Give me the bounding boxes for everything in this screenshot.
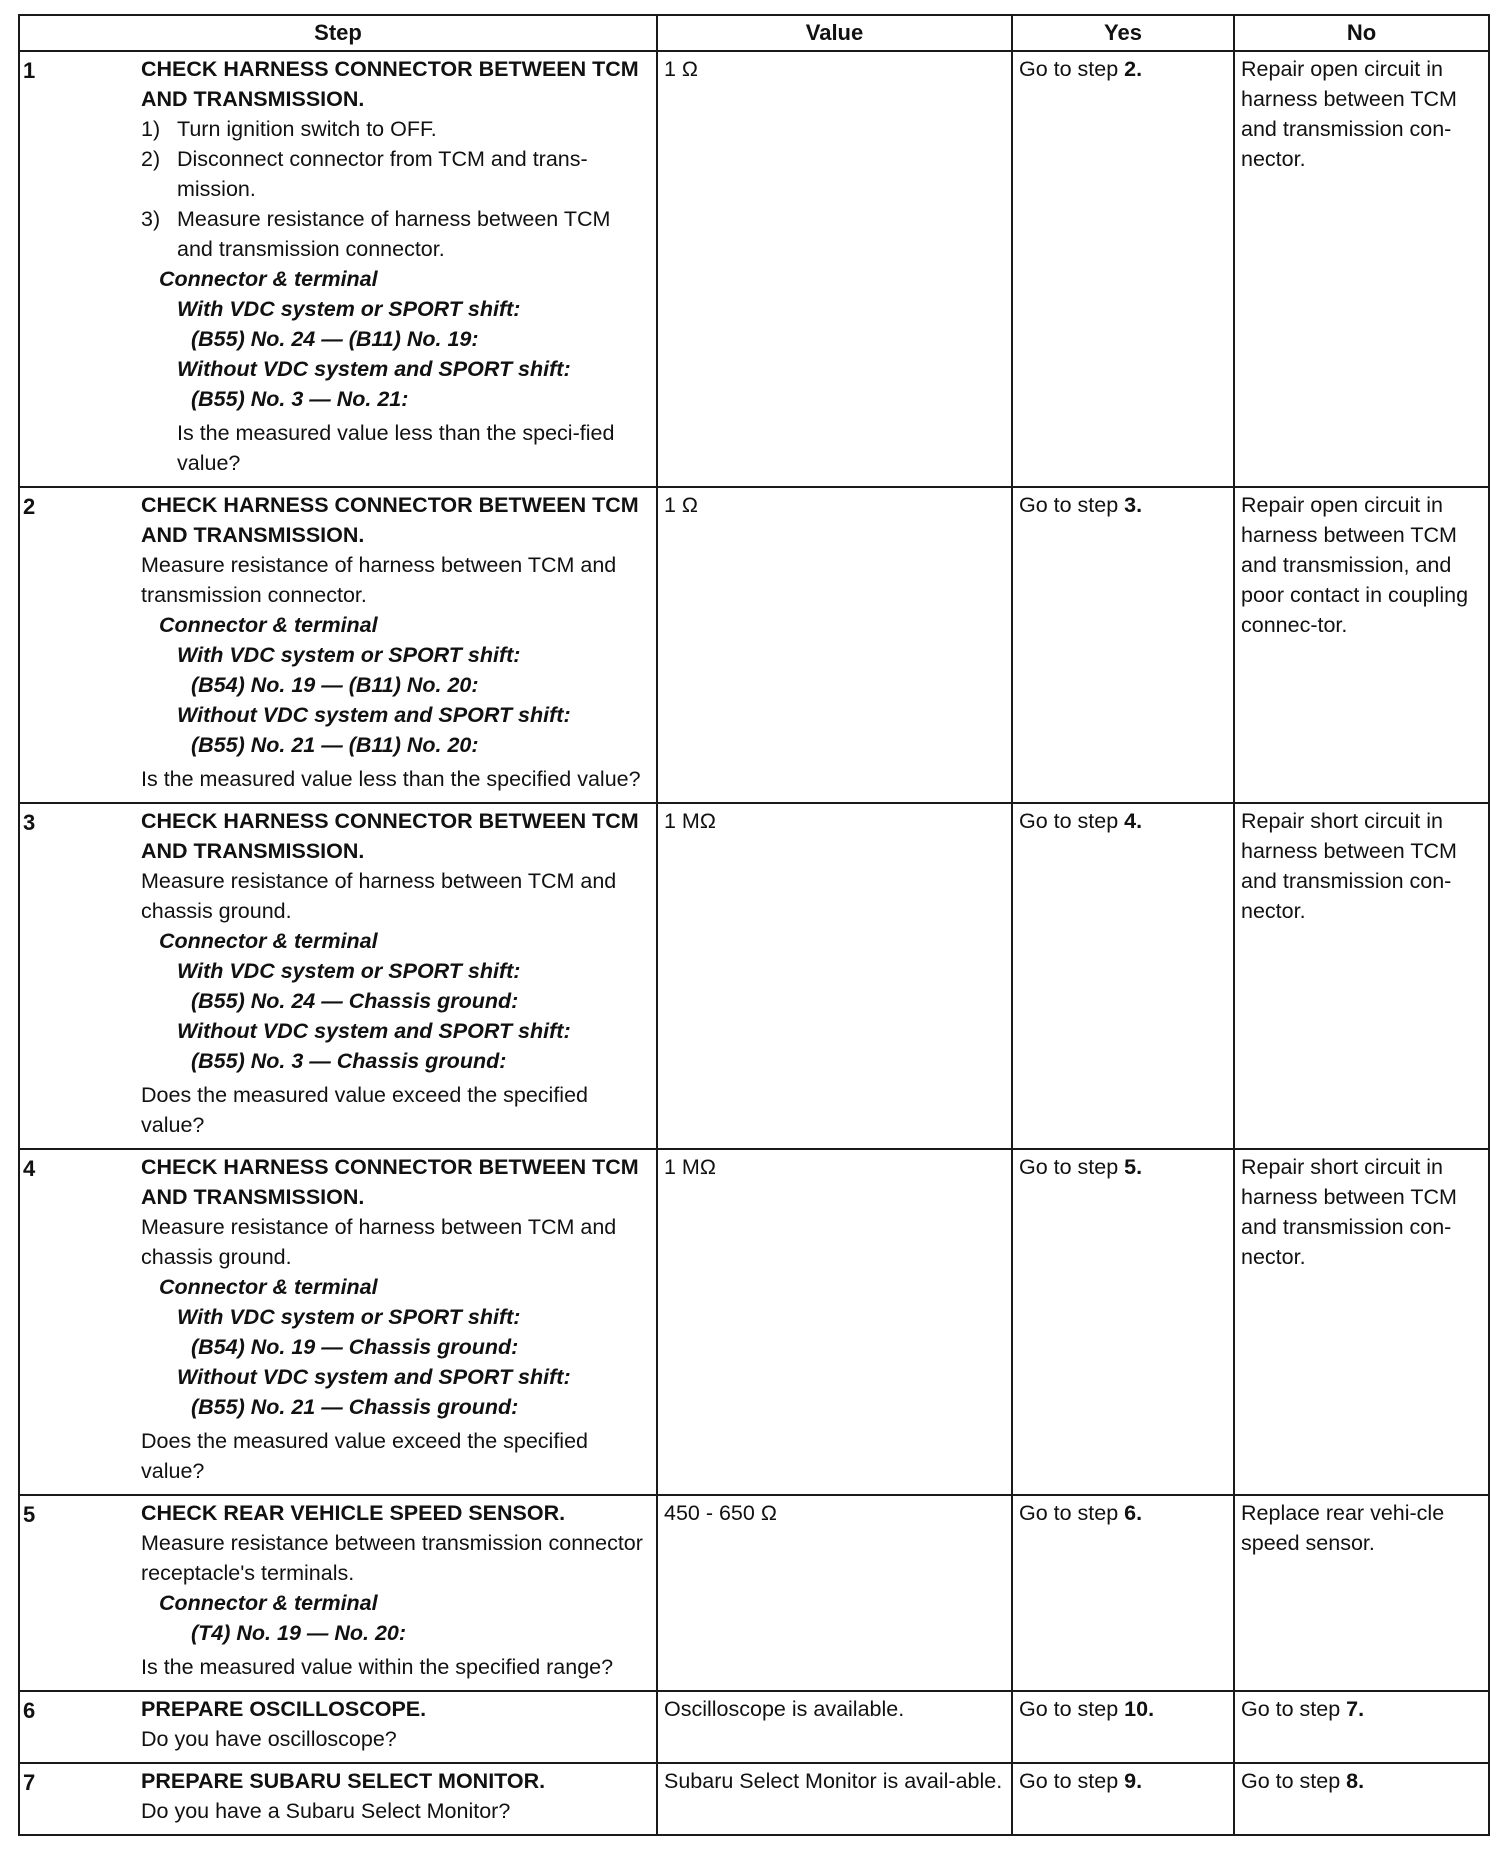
yes-cell (1012, 1495, 1234, 1691)
substep-text: Disconnect connector from TCM and trans-mission. (177, 147, 588, 201)
value-cell: 1 MΩ (657, 803, 1012, 1149)
value-cell: Subaru Select Monitor is avail-able. (657, 1763, 1012, 1835)
step-cell (137, 1149, 657, 1495)
no-cell: Repair short circuit in harness between TCM and transmission con-nector. (1234, 803, 1489, 1149)
variant-label: With VDC system or SPORT shift: (177, 959, 521, 983)
step-question: Is the measured value within the specified range? (141, 1655, 614, 1679)
no-column-header: No (1234, 15, 1489, 51)
yes-cell (1012, 803, 1234, 1149)
connector-label: Connector & terminal (159, 1591, 378, 1615)
no-step-number: 7. (1346, 1697, 1365, 1721)
no-text: Go to step (1241, 1697, 1347, 1721)
terminal-pins: (B55) No. 24 — Chassis ground: (191, 989, 519, 1013)
yes-cell (1012, 51, 1234, 487)
step-description: Do you have oscilloscope? (141, 1727, 397, 1751)
step-title: PREPARE OSCILLOSCOPE. (141, 1697, 427, 1721)
yes-cell (1012, 1763, 1234, 1835)
terminal-pins: (B55) No. 3 — Chassis ground: (191, 1049, 507, 1073)
step-number: 5 (19, 1495, 137, 1691)
step-description: Measure resistance of harness between TCM and transmission connector. (141, 553, 617, 607)
value-cell: 1 Ω (657, 51, 1012, 487)
variant-label: Without VDC system and SPORT shift: (177, 1019, 571, 1043)
step-question: Is the measured value less than the speci-fied value? (177, 421, 615, 475)
table-row (19, 1149, 1489, 1495)
table-row (19, 1495, 1489, 1691)
yes-step-number: 10. (1124, 1697, 1155, 1721)
yes-step-number: 9. (1124, 1769, 1143, 1793)
no-cell (1234, 1763, 1489, 1835)
step-number: 2 (19, 487, 137, 803)
yes-step-number: 3. (1124, 493, 1143, 517)
step-cell (137, 803, 657, 1149)
step-title: CHECK HARNESS CONNECTOR BETWEEN TCM AND TRANSMISSION. (141, 809, 639, 863)
no-cell: Repair short circuit in harness between TCM and transmission con-nector. (1234, 1149, 1489, 1495)
no-cell: Repair open circuit in harness between TCM and transmission con-nector. (1234, 51, 1489, 487)
step-column-header: Step (19, 15, 657, 51)
step-question: Does the measured value exceed the specified value? (141, 1429, 588, 1483)
value-cell: Oscilloscope is available. (657, 1691, 1012, 1763)
yes-cell (1012, 1691, 1234, 1763)
step-cell (137, 487, 657, 803)
yes-step-number: 2. (1124, 57, 1143, 81)
yes-text: Go to step (1019, 1697, 1125, 1721)
diagnostic-table (18, 14, 1490, 1836)
connector-label: Connector & terminal (159, 929, 378, 953)
variant-label: With VDC system or SPORT shift: (177, 643, 521, 667)
step-title: CHECK REAR VEHICLE SPEED SENSOR. (141, 1501, 566, 1525)
terminal-pins: (B55) No. 3 — No. 21: (191, 387, 409, 411)
yes-text: Go to step (1019, 1769, 1125, 1793)
substep-text: Measure resistance of harness between TCM and transmission connector. (177, 207, 611, 261)
step-number: 6 (19, 1691, 137, 1763)
yes-text: Go to step (1019, 809, 1125, 833)
no-step-number: 8. (1346, 1769, 1365, 1793)
step-description: Measure resistance between transmission connector receptacle's terminals. (141, 1531, 643, 1585)
yes-text: Go to step (1019, 57, 1125, 81)
header-row (19, 15, 1489, 51)
yes-step-number: 5. (1124, 1155, 1143, 1179)
no-cell (1234, 1691, 1489, 1763)
yes-text: Go to step (1019, 1155, 1125, 1179)
terminal-pins: (B54) No. 19 — Chassis ground: (191, 1335, 519, 1359)
step-cell (137, 1495, 657, 1691)
table-row (19, 51, 1489, 487)
substep-text: Turn ignition switch to OFF. (177, 117, 437, 141)
table-row (19, 1763, 1489, 1835)
terminal-pins: (B55) No. 24 — (B11) No. 19: (191, 327, 479, 351)
terminal-pins: (T4) No. 19 — No. 20: (191, 1621, 407, 1645)
yes-text: Go to step (1019, 1501, 1125, 1525)
yes-column-header: Yes (1012, 15, 1234, 51)
step-number: 7 (19, 1763, 137, 1835)
yes-cell (1012, 487, 1234, 803)
no-cell: Replace rear vehi-cle speed sensor. (1234, 1495, 1489, 1691)
variant-label: Without VDC system and SPORT shift: (177, 703, 571, 727)
table-row (19, 487, 1489, 803)
value-cell: 1 Ω (657, 487, 1012, 803)
yes-text: Go to step (1019, 493, 1125, 517)
step-question: Does the measured value exceed the specified value? (141, 1083, 588, 1137)
value-cell: 450 - 650 Ω (657, 1495, 1012, 1691)
table-row (19, 803, 1489, 1149)
terminal-pins: (B55) No. 21 — Chassis ground: (191, 1395, 519, 1419)
step-title: CHECK HARNESS CONNECTOR BETWEEN TCM AND TRANSMISSION. (141, 1155, 639, 1209)
step-description: Measure resistance of harness between TCM and chassis ground. (141, 1215, 617, 1269)
variant-label: With VDC system or SPORT shift: (177, 297, 521, 321)
no-cell: Repair open circuit in harness between TCM and transmission, and poor contact in coupling connec-tor. (1234, 487, 1489, 803)
yes-cell (1012, 1149, 1234, 1495)
step-title: PREPARE SUBARU SELECT MONITOR. (141, 1769, 546, 1793)
substep-number: 3) (141, 207, 161, 231)
step-question: Is the measured value less than the specified value? (141, 767, 641, 791)
connector-label: Connector & terminal (159, 267, 378, 291)
connector-label: Connector & terminal (159, 613, 378, 637)
step-cell (137, 1763, 657, 1835)
substep-number: 2) (141, 147, 161, 171)
connector-label: Connector & terminal (159, 1275, 378, 1299)
substep (141, 144, 650, 204)
value-column-header: Value (657, 15, 1012, 51)
value-cell: 1 MΩ (657, 1149, 1012, 1495)
step-number: 1 (19, 51, 137, 487)
step-description: Do you have a Subaru Select Monitor? (141, 1799, 511, 1823)
terminal-pins: (B55) No. 21 — (B11) No. 20: (191, 733, 479, 757)
yes-step-number: 4. (1124, 809, 1143, 833)
yes-step-number: 6. (1124, 1501, 1143, 1525)
step-title: CHECK HARNESS CONNECTOR BETWEEN TCM AND TRANSMISSION. (141, 57, 639, 111)
table-row (19, 1691, 1489, 1763)
step-description: Measure resistance of harness between TCM and chassis ground. (141, 869, 617, 923)
no-text: Go to step (1241, 1769, 1347, 1793)
step-number: 4 (19, 1149, 137, 1495)
variant-label: Without VDC system and SPORT shift: (177, 1365, 571, 1389)
step-cell (137, 1691, 657, 1763)
substep-number: 1) (141, 117, 161, 141)
step-number: 3 (19, 803, 137, 1149)
substep (141, 204, 650, 264)
step-cell (137, 51, 657, 487)
variant-label: With VDC system or SPORT shift: (177, 1305, 521, 1329)
substep (141, 114, 650, 144)
variant-label: Without VDC system and SPORT shift: (177, 357, 571, 381)
terminal-pins: (B54) No. 19 — (B11) No. 20: (191, 673, 479, 697)
step-title: CHECK HARNESS CONNECTOR BETWEEN TCM AND TRANSMISSION. (141, 493, 639, 547)
